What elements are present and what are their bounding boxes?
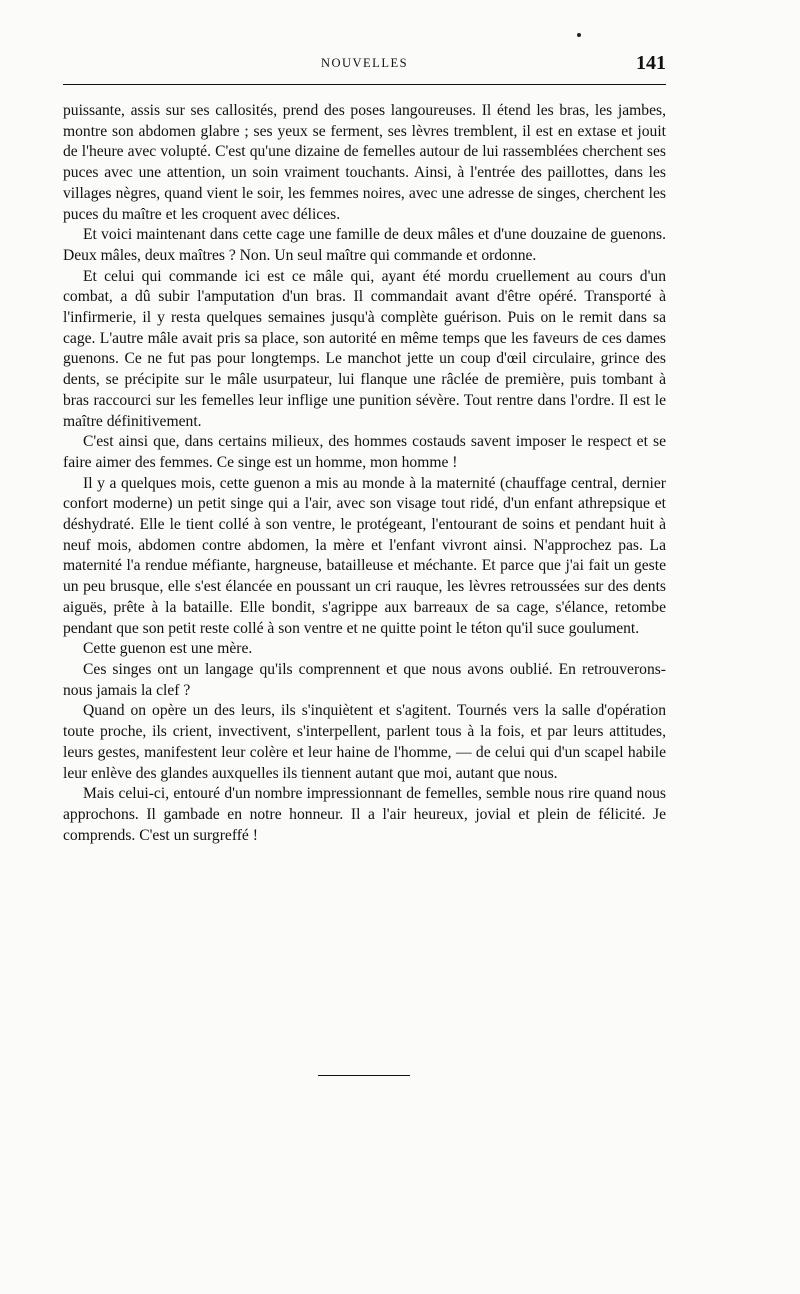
paragraph: Quand on opère un des leurs, ils s'inquiètent et s'agitent. Tournés vers la salle d'opération toute proche, ils crient, invectivent, s'interpellent, parlent tous à la fois, et par leurs attitudes, leurs gestes, manifestent leur colère et leur haine de l'homme, — de celui qui d'un scapel habile leur enlève des glandes auxquelles ils tiennent autant que moi, autant que nous.: [63, 702, 666, 782]
paragraph: Ces singes ont un langage qu'ils comprennent et que nous avons oublié. En retrouverons-nous jamais la clef ?: [63, 660, 666, 699]
paragraph: Et voici maintenant dans cette cage une famille de deux mâles et d'une douzaine de guenons. Deux mâles, deux maîtres ? Non. Un seul maître qui commande et ordonne.: [63, 226, 666, 264]
paragraph: puissante, assis sur ses callosités, prend des poses langoureuses. Il étend les bras, les jambes, montre son abdomen glabre ; ses yeux se ferment, ses lèvres tremblent, il est en extase et jouit de l'heure avec volupté. C'est qu'une dizaine de femelles autour de lui rassemblées cherchent ses puces avec une attention, un soin vraiment touchants. Ainsi, à l'entrée des paillottes, dans les villages nègres, quand vient le soir, les femmes noires, avec une adresse de singes, cherchent les puces du maître et les croquent avec délices.: [63, 102, 666, 223]
body-text: [63, 101, 666, 846]
paragraph: C'est ainsi que, dans certains milieux, des hommes costauds savent imposer le respect et se faire aimer des femmes. Ce singe est un homme, mon homme !: [63, 433, 666, 471]
paragraph: Il y a quelques mois, cette guenon a mis au monde à la maternité (chauffage central, dernier confort moderne) un petit singe qui a l'air, avec son visage tout ridé, d'un enfant athrepsique et déshydraté. Elle le tient collé à son ventre, le protégeant, l'entourant de soins et pendant huit à neuf mois, abdomen contre abdomen, la mère et l'enfant vivront ainsi. N'approchez pas. La maternité l'a rendue méfiante, hargneuse, batailleuse et méchante. Et parce que j'ai fait un geste un peu brusque, elle s'est élancée en poussant un cri rauque, les lèvres retroussées sur des dents aiguës, prête à la bataille. Elle bondit, s'agrippe aux barreaux de sa cage, s'élance, retombe pendant que son petit reste collé à son ventre et ne quitte point le téton qu'il suce goulument.: [63, 474, 666, 637]
page-number: 141: [636, 52, 666, 74]
page-header: [63, 52, 666, 78]
paragraph: Mais celui-ci, entouré d'un nombre impressionnant de femelles, semble nous rire quand nous approchons. Il gambade en notre honneur. Il a l'air heureux, jovial et plein de félicité. Je comprends. C'est un surgreffé !: [63, 785, 666, 844]
paragraph: Et celui qui commande ici est ce mâle qui, ayant été mordu cruellement au cours d'un combat, a dû subir l'amputation d'un bras. Il commandait avant d'être opéré. Transporté à l'infirmerie, il y resta quelques semaines jusqu'à complète guérison. Puis on le remit dans sa cage. L'autre mâle avait pris sa place, son autorité en même temps que les faveurs de ces dames guenons. Ce ne fut pas pour longtemps. Le manchot jette un coup d'œil circulaire, grince des dents, se précipite sur le mâle usurpateur, lui flanque une râclée de première, puis tombant à bras raccourci sur les femelles leur inflige une punition sévère. Tout rentre dans l'ordre. Il est le maître définitivement.: [63, 267, 666, 430]
print-speck: [577, 33, 581, 37]
running-title: NOUVELLES: [320, 56, 409, 70]
header-rule: [63, 84, 666, 85]
paragraph: Cette guenon est une mère.: [83, 640, 253, 658]
end-rule: [318, 1075, 410, 1076]
